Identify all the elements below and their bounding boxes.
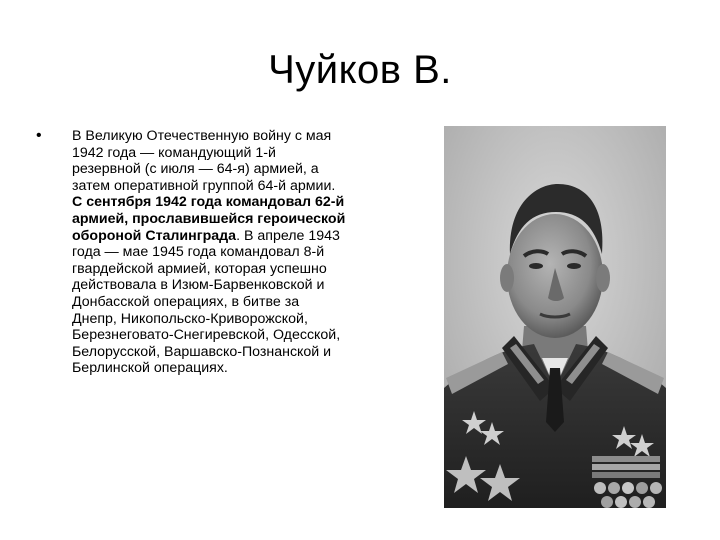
- ear-left: [500, 264, 514, 292]
- bullet-paragraph: [72, 128, 346, 377]
- slide-title: Чуйков В.: [268, 48, 452, 92]
- bullet-text-highlight: С сентября 1942 года командовал 62-й армией, прославившейся героической обороной Сталинграда: [72, 194, 346, 244]
- bullet-marker: •: [36, 127, 42, 144]
- portrait-photo: [444, 126, 666, 508]
- portrait-illustration: [444, 126, 666, 508]
- eye-right: [567, 263, 581, 269]
- bullet-text-rest: . В апреле 1943 года — мае 1945 года командовал 8-й гвардейской армией, которая успешно действовала в Изюм-Барвенковской и Донбасской операциях, в битве за Днепр, Никопольско-Криворожской, Березнеговато-Снегиревской, Одесской, Белорусской, Варшавско-Познанской и Берлинской операциях.: [72, 227, 341, 377]
- bullet-text-intro: В Великую Отечественную войну с мая 1942 года — командующий 1-й резервной (с июля — 64-я) армией, а затем оперативной группой 64-й армии.: [72, 128, 336, 194]
- ear-right: [596, 264, 610, 292]
- eye-left: [529, 263, 543, 269]
